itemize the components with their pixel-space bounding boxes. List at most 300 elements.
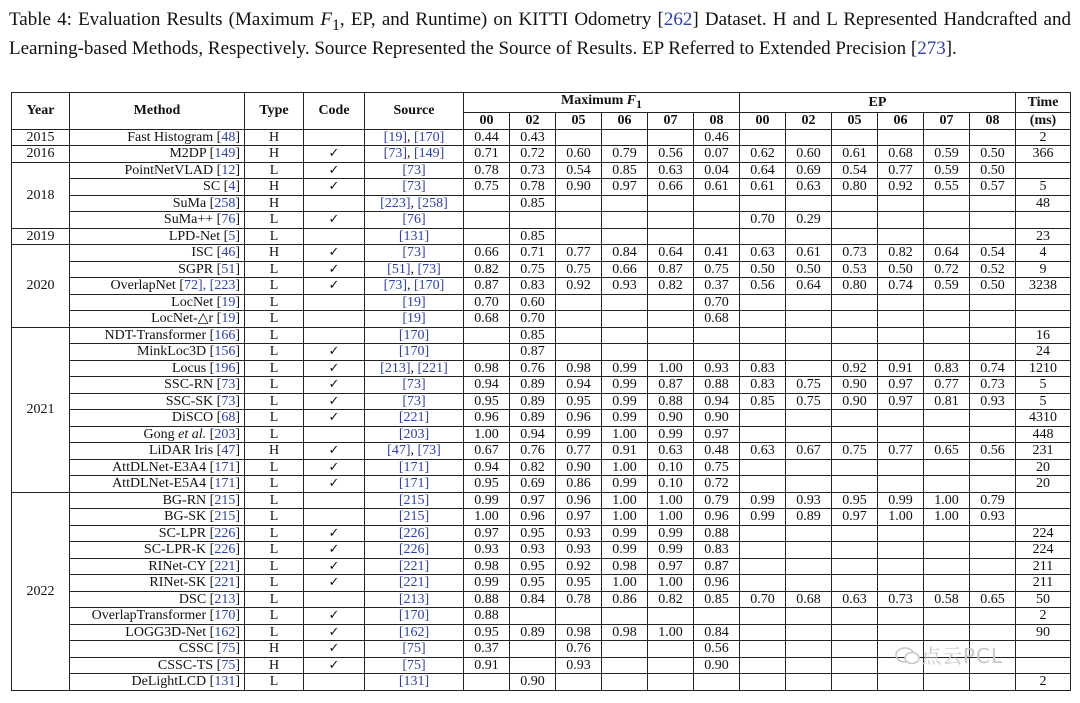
ep-value-cell xyxy=(786,195,832,212)
citation-bracket: [ xyxy=(206,195,215,211)
method-cell xyxy=(70,179,245,196)
citation-bracket: ] xyxy=(439,278,445,294)
source-citation-link[interactable]: 131 xyxy=(403,228,425,244)
ep-value-cell: 0.70 xyxy=(740,591,786,608)
method-citation-link[interactable]: 4 xyxy=(228,179,236,195)
method-name: ISC xyxy=(191,245,214,261)
source-citation-link[interactable]: 171 xyxy=(403,476,425,492)
source-citation-link[interactable]: 223 xyxy=(384,195,406,211)
ep-value-cell: 1.00 xyxy=(924,492,970,509)
f1-value-cell: 0.89 xyxy=(510,377,556,394)
method-citation-link[interactable]: 46 xyxy=(221,245,236,261)
f1-value-cell xyxy=(602,212,648,229)
f1-value-cell: 0.88 xyxy=(694,377,740,394)
method-cell xyxy=(70,426,245,443)
ep-seq-header: 02 xyxy=(786,113,832,130)
citation-bracket: [ xyxy=(206,575,215,591)
ep-value-cell xyxy=(924,195,970,212)
f1-value-cell: 0.83 xyxy=(510,278,556,295)
ep-value-cell xyxy=(878,575,924,592)
table-row xyxy=(12,443,1071,460)
source-citation-link[interactable]: 203 xyxy=(403,426,425,442)
code-cell xyxy=(304,525,365,542)
f1-value-cell: 0.93 xyxy=(464,542,510,559)
year-cell: 2021 xyxy=(12,327,70,492)
f1-value-cell xyxy=(648,327,694,344)
citation-bracket: [ xyxy=(213,657,222,673)
f1-value-cell: 0.99 xyxy=(602,410,648,427)
f1-value-cell: 0.78 xyxy=(510,179,556,196)
source-citation-link[interactable]: 221 xyxy=(403,575,425,591)
ep-value-cell: 0.63 xyxy=(786,179,832,196)
citation-bracket: ] xyxy=(235,591,240,607)
ep-value-cell xyxy=(786,294,832,311)
f1-value-cell: 0.76 xyxy=(556,641,602,658)
method-citation-link[interactable]: 48 xyxy=(221,129,236,145)
type-cell: L xyxy=(245,509,304,526)
ep-value-cell: 0.77 xyxy=(878,162,924,179)
method-citation-link[interactable]: 203 xyxy=(214,426,236,442)
checkmark-icon: ✓ xyxy=(328,608,340,624)
results-table xyxy=(11,92,1071,691)
ep-value-cell: 0.92 xyxy=(832,360,878,377)
method-citation-link[interactable]: 75 xyxy=(221,641,236,657)
f1-value-cell xyxy=(648,294,694,311)
f1-value-cell: 0.78 xyxy=(464,162,510,179)
ep-value-cell: 0.50 xyxy=(878,261,924,278)
method-citation-link[interactable]: 226 xyxy=(214,525,236,541)
type-cell: H xyxy=(245,657,304,674)
type-cell: H xyxy=(245,179,304,196)
f1-value-cell: 0.96 xyxy=(510,509,556,526)
table-row xyxy=(12,476,1071,493)
f1-value-cell: 0.91 xyxy=(464,657,510,674)
ep-value-cell: 0.52 xyxy=(970,261,1016,278)
ep-value-cell xyxy=(740,674,786,691)
ep-value-cell xyxy=(832,311,878,328)
source-cell xyxy=(365,657,464,674)
type-cell: L xyxy=(245,591,304,608)
year-cell: 2016 xyxy=(12,146,70,163)
ep-value-cell xyxy=(924,426,970,443)
f1-value-cell: 0.85 xyxy=(510,228,556,245)
ep-value-cell xyxy=(878,459,924,476)
f1-value-cell xyxy=(602,129,648,146)
citation-bracket: ] xyxy=(424,608,430,624)
f1-value-cell: 0.98 xyxy=(464,558,510,575)
method-name: LocNet-△r xyxy=(151,311,214,327)
source-citation-link[interactable]: 213 xyxy=(403,591,425,607)
citation-bracket: ] xyxy=(235,476,240,492)
time-cell: 224 xyxy=(1016,525,1071,542)
year-cell: 2020 xyxy=(12,245,70,328)
method-citation-link[interactable]: 221 xyxy=(214,558,236,574)
f1-value-cell xyxy=(556,344,602,361)
time-cell: 4 xyxy=(1016,245,1071,262)
method-citation-link[interactable]: 221 xyxy=(214,575,236,591)
source-cell xyxy=(365,591,464,608)
f1-value-cell xyxy=(464,344,510,361)
checkmark-icon: ✓ xyxy=(328,657,340,673)
citation-bracket: ] xyxy=(405,360,411,376)
table-row xyxy=(12,360,1071,377)
f1-value-cell xyxy=(510,641,556,658)
ep-value-cell xyxy=(786,542,832,559)
f1-value-cell xyxy=(556,294,602,311)
f1-value-cell: 0.99 xyxy=(602,393,648,410)
table-caption xyxy=(9,8,1071,60)
method-citation-link[interactable]: 196 xyxy=(214,360,236,376)
ep-value-cell xyxy=(786,459,832,476)
source-citation-link[interactable]: 221 xyxy=(403,558,425,574)
table-row xyxy=(12,129,1071,146)
method-cell xyxy=(70,525,245,542)
ep-value-cell xyxy=(786,360,832,377)
source-citation-link[interactable]: 215 xyxy=(403,509,425,525)
f1-value-cell: 0.96 xyxy=(694,575,740,592)
f1-value-cell: 0.46 xyxy=(694,129,740,146)
checkmark-icon: ✓ xyxy=(328,146,340,162)
checkmark-icon: ✓ xyxy=(328,261,340,277)
type-cell: L xyxy=(245,674,304,691)
method-citation-link[interactable]: 215 xyxy=(214,492,236,508)
ep-value-cell xyxy=(970,476,1016,493)
source-citation-link[interactable]: 51 xyxy=(391,261,406,277)
citation-bracket: [ xyxy=(402,245,407,261)
citation-bracket: [ xyxy=(417,443,423,459)
ep-value-cell xyxy=(970,575,1016,592)
ep-value-cell xyxy=(832,674,878,691)
f1-value-cell: 0.99 xyxy=(648,525,694,542)
caption-text: , EP, and Runtime) on KITTI Odometry [ xyxy=(339,9,664,30)
f1-value-cell: 0.84 xyxy=(694,624,740,641)
method-citation-link[interactable]: 258 xyxy=(214,195,236,211)
citation-bracket: [ xyxy=(380,195,385,211)
source-citation-link[interactable]: 258 xyxy=(422,195,444,211)
f1-value-cell: 1.00 xyxy=(602,575,648,592)
f1-value-cell: 0.90 xyxy=(556,459,602,476)
year-cell: 2018 xyxy=(12,162,70,228)
source-citation-link[interactable]: 215 xyxy=(403,492,425,508)
code-cell xyxy=(304,591,365,608)
ep-value-cell xyxy=(924,294,970,311)
source-citation-link[interactable]: 226 xyxy=(403,542,425,558)
time-cell: 23 xyxy=(1016,228,1071,245)
ep-value-cell: 0.54 xyxy=(970,245,1016,262)
citation-bracket: [ xyxy=(213,245,222,261)
source-citation-link[interactable]: 171 xyxy=(403,459,425,475)
ep-value-cell xyxy=(786,624,832,641)
citation-bracket: ] xyxy=(424,525,430,541)
time-cell xyxy=(1016,212,1071,229)
ep-value-cell: 0.73 xyxy=(878,591,924,608)
f1-value-cell: 0.90 xyxy=(694,410,740,427)
ep-value-cell xyxy=(924,558,970,575)
method-citation-link[interactable]: 5 xyxy=(228,228,236,244)
method-citation-link[interactable]: 215 xyxy=(214,509,236,525)
f1-value-cell: 0.77 xyxy=(556,443,602,460)
method-cell xyxy=(70,212,245,229)
time-cell xyxy=(1016,162,1071,179)
ep-value-cell xyxy=(740,558,786,575)
citation-bracket: [ xyxy=(402,657,407,673)
citation-bracket: [ xyxy=(398,608,404,624)
source-citation-link[interactable]: 73 xyxy=(407,179,421,195)
citation-bracket: ] xyxy=(424,624,430,640)
f1-value-cell: 0.95 xyxy=(464,393,510,410)
source-citation-link[interactable]: 73 xyxy=(422,443,437,459)
source-cell xyxy=(365,525,464,542)
method-cell xyxy=(70,641,245,658)
type-cell: L xyxy=(245,542,304,559)
f1-value-cell: 0.88 xyxy=(648,393,694,410)
f1-value-cell: 0.82 xyxy=(510,459,556,476)
citation-bracket: [ xyxy=(398,674,404,690)
ep-value-cell xyxy=(786,558,832,575)
source-citation-link[interactable]: 162 xyxy=(403,624,425,640)
f1-value-cell: 0.60 xyxy=(556,146,602,163)
f1-value-cell: 0.95 xyxy=(464,476,510,493)
f1-value-cell: 0.93 xyxy=(694,360,740,377)
table-row xyxy=(12,344,1071,361)
source-citation-link[interactable]: 73 xyxy=(422,261,437,277)
code-cell xyxy=(304,459,365,476)
source-citation-link[interactable]: 73 xyxy=(407,393,421,409)
ep-value-cell xyxy=(832,410,878,427)
caption-citation-link[interactable]: 273 xyxy=(917,37,946,59)
method-name: CSSC xyxy=(178,641,214,657)
source-citation-link[interactable]: 73 xyxy=(407,162,421,178)
source-citation-link[interactable]: 213 xyxy=(384,360,406,376)
source-citation-link[interactable]: 75 xyxy=(407,641,421,657)
f1-value-cell xyxy=(648,674,694,691)
citation-bracket: ] xyxy=(235,492,240,508)
source-citation-link[interactable]: 19 xyxy=(407,294,421,310)
citation-bracket: [ xyxy=(213,129,222,145)
f1-value-cell: 0.63 xyxy=(648,443,694,460)
source-citation-link[interactable]: 170 xyxy=(403,608,425,624)
source-citation-link[interactable]: 19 xyxy=(388,129,403,145)
checkmark-icon: ✓ xyxy=(328,245,340,261)
ep-value-cell xyxy=(924,459,970,476)
f1-value-cell: 0.82 xyxy=(464,261,510,278)
citation-bracket: [ xyxy=(398,525,404,541)
citation-bracket: [ xyxy=(402,162,407,178)
source-citation-link[interactable]: 170 xyxy=(418,278,440,294)
ep-value-cell: 0.50 xyxy=(970,146,1016,163)
type-cell: L xyxy=(245,575,304,592)
ep-value-cell: 0.74 xyxy=(878,278,924,295)
method-citation-link[interactable]: 75 xyxy=(221,657,236,673)
source-citation-link[interactable]: 226 xyxy=(403,525,425,541)
ep-value-cell xyxy=(924,476,970,493)
ep-value-cell: 0.50 xyxy=(740,261,786,278)
checkmark-icon: ✓ xyxy=(328,641,340,657)
f1-value-cell: 0.95 xyxy=(556,575,602,592)
ep-value-cell: 0.80 xyxy=(832,278,878,295)
f1-value-cell: 0.88 xyxy=(464,591,510,608)
ep-value-cell: 1.00 xyxy=(924,509,970,526)
ep-value-cell xyxy=(786,228,832,245)
source-cell xyxy=(365,228,464,245)
method-name: AttDLNet-E3A4 xyxy=(112,459,207,475)
f1-value-cell: 0.72 xyxy=(694,476,740,493)
method-citation-link[interactable]: 73 xyxy=(221,377,236,393)
source-citation-link[interactable]: 221 xyxy=(403,410,425,426)
ep-value-cell xyxy=(924,624,970,641)
citation-bracket: [ xyxy=(206,327,215,343)
method-citation-link[interactable]: 12 xyxy=(221,162,236,178)
time-cell: 1210 xyxy=(1016,360,1071,377)
citation-bracket: [ xyxy=(206,525,215,541)
ep-value-cell xyxy=(740,575,786,592)
source-citation-link[interactable]: 73 xyxy=(388,278,403,294)
method-citation-link[interactable]: 19 xyxy=(221,294,236,310)
time-cell: 2 xyxy=(1016,674,1071,691)
citation-bracket: ] xyxy=(424,410,430,426)
caption-citation-link[interactable]: 262 xyxy=(663,9,693,30)
source-citation-link[interactable]: 149 xyxy=(418,146,440,162)
ep-value-cell: 0.73 xyxy=(970,377,1016,394)
checkmark-icon: ✓ xyxy=(328,459,340,475)
source-citation-link[interactable]: 170 xyxy=(418,129,440,145)
method-citation-link[interactable]: 156 xyxy=(214,344,236,360)
f1-value-cell: 0.89 xyxy=(510,410,556,427)
ep-value-cell xyxy=(832,129,878,146)
method-citation-link[interactable]: 19 xyxy=(221,311,236,327)
f1-value-cell xyxy=(556,195,602,212)
citation-bracket: [ xyxy=(398,492,404,508)
citation-bracket: ] xyxy=(235,311,240,327)
method-citation-link[interactable]: 171 xyxy=(214,476,236,492)
method-citation-link[interactable]: 76 xyxy=(221,212,236,228)
method-citation-link[interactable]: 213 xyxy=(214,591,236,607)
source-cell xyxy=(365,344,464,361)
ep-value-cell xyxy=(832,476,878,493)
ep-value-cell xyxy=(924,311,970,328)
f1-value-cell: 0.68 xyxy=(694,311,740,328)
ep-value-cell xyxy=(786,641,832,658)
f1-value-cell: 0.85 xyxy=(510,195,556,212)
type-cell: L xyxy=(245,426,304,443)
ep-value-cell: 0.50 xyxy=(970,162,1016,179)
source-citation-link[interactable]: 47 xyxy=(391,443,406,459)
ep-value-cell xyxy=(970,674,1016,691)
watermark xyxy=(895,640,1003,669)
citation-bracket: [ xyxy=(206,558,215,574)
citation-bracket: ] xyxy=(405,443,411,459)
method-citation-link[interactable]: 162 xyxy=(214,624,236,640)
citation-bracket: ] xyxy=(424,228,430,244)
table-row xyxy=(12,525,1071,542)
f1-value-cell: 0.99 xyxy=(602,525,648,542)
ep-seq-header: 00 xyxy=(740,113,786,130)
code-cell xyxy=(304,657,365,674)
f1-value-cell: 1.00 xyxy=(464,426,510,443)
checkmark-icon: ✓ xyxy=(328,179,340,195)
method-cell xyxy=(70,344,245,361)
code-cell xyxy=(304,443,365,460)
ep-value-cell xyxy=(878,195,924,212)
method-citation-link[interactable]: 72], [223 xyxy=(184,278,236,294)
citation-bracket: ] xyxy=(235,410,240,426)
f1-value-cell: 0.85 xyxy=(510,327,556,344)
citation-bracket: ] xyxy=(421,212,426,228)
method-citation-link[interactable]: 131 xyxy=(214,674,236,690)
citation-bracket: [ xyxy=(206,509,215,525)
f1-value-cell: 0.75 xyxy=(464,179,510,196)
citation-bracket: [ xyxy=(213,311,222,327)
code-cell xyxy=(304,245,365,262)
source-citation-link[interactable]: 75 xyxy=(407,657,421,673)
citation-bracket: ] xyxy=(235,129,240,145)
citation-bracket: [ xyxy=(398,459,404,475)
method-citation-link[interactable]: 47 xyxy=(221,443,236,459)
f1-value-cell xyxy=(694,228,740,245)
method-cell xyxy=(70,476,245,493)
source-cell xyxy=(365,278,464,295)
time-cell: 4310 xyxy=(1016,410,1071,427)
source-citation-link[interactable]: 131 xyxy=(403,674,425,690)
f1-value-cell: 0.95 xyxy=(464,624,510,641)
ep-value-cell xyxy=(878,327,924,344)
type-cell: L xyxy=(245,212,304,229)
method-cell xyxy=(70,294,245,311)
type-cell: L xyxy=(245,327,304,344)
method-citation-link[interactable]: 51 xyxy=(221,261,236,277)
ep-value-cell xyxy=(970,212,1016,229)
f1-value-cell: 0.87 xyxy=(648,377,694,394)
caption-f-symbol: F xyxy=(320,9,332,30)
source-citation-link[interactable]: 170 xyxy=(403,327,425,343)
method-cell xyxy=(70,195,245,212)
source-cell xyxy=(365,459,464,476)
ep-value-cell xyxy=(924,575,970,592)
method-citation-link[interactable]: 170 xyxy=(214,608,236,624)
ep-value-cell: 0.70 xyxy=(740,212,786,229)
time-cell xyxy=(1016,657,1071,674)
method-name: SuMa++ xyxy=(163,212,214,228)
method-citation-link[interactable]: 149 xyxy=(214,146,236,162)
ep-value-cell xyxy=(740,294,786,311)
source-citation-link[interactable]: 170 xyxy=(403,344,425,360)
ep-value-cell xyxy=(878,311,924,328)
source-citation-link[interactable]: 73 xyxy=(407,245,421,261)
f1-value-cell: 0.78 xyxy=(556,591,602,608)
code-cell xyxy=(304,129,365,146)
source-citation-link[interactable]: 73 xyxy=(407,377,421,393)
source-citation-link[interactable]: 73 xyxy=(388,146,403,162)
method-citation-link[interactable]: 171 xyxy=(214,459,236,475)
source-citation-link[interactable]: 221 xyxy=(422,360,444,376)
method-citation-link[interactable]: 73 xyxy=(221,393,236,409)
citation-bracket: ] xyxy=(405,195,411,211)
source-citation-link[interactable]: 76 xyxy=(407,212,421,228)
method-citation-link[interactable]: 226 xyxy=(214,542,236,558)
source-citation-link[interactable]: 19 xyxy=(407,311,421,327)
method-citation-link[interactable]: 68 xyxy=(221,410,236,426)
code-cell xyxy=(304,311,365,328)
method-citation-link[interactable]: 166 xyxy=(214,327,236,343)
f1-value-cell xyxy=(694,674,740,691)
source-cell xyxy=(365,377,464,394)
ep-value-cell: 0.93 xyxy=(786,492,832,509)
citation-bracket: ] xyxy=(235,542,240,558)
source-cell xyxy=(365,261,464,278)
ep-value-cell: 0.50 xyxy=(786,261,832,278)
ep-value-cell xyxy=(970,624,1016,641)
ep-value-cell xyxy=(878,410,924,427)
